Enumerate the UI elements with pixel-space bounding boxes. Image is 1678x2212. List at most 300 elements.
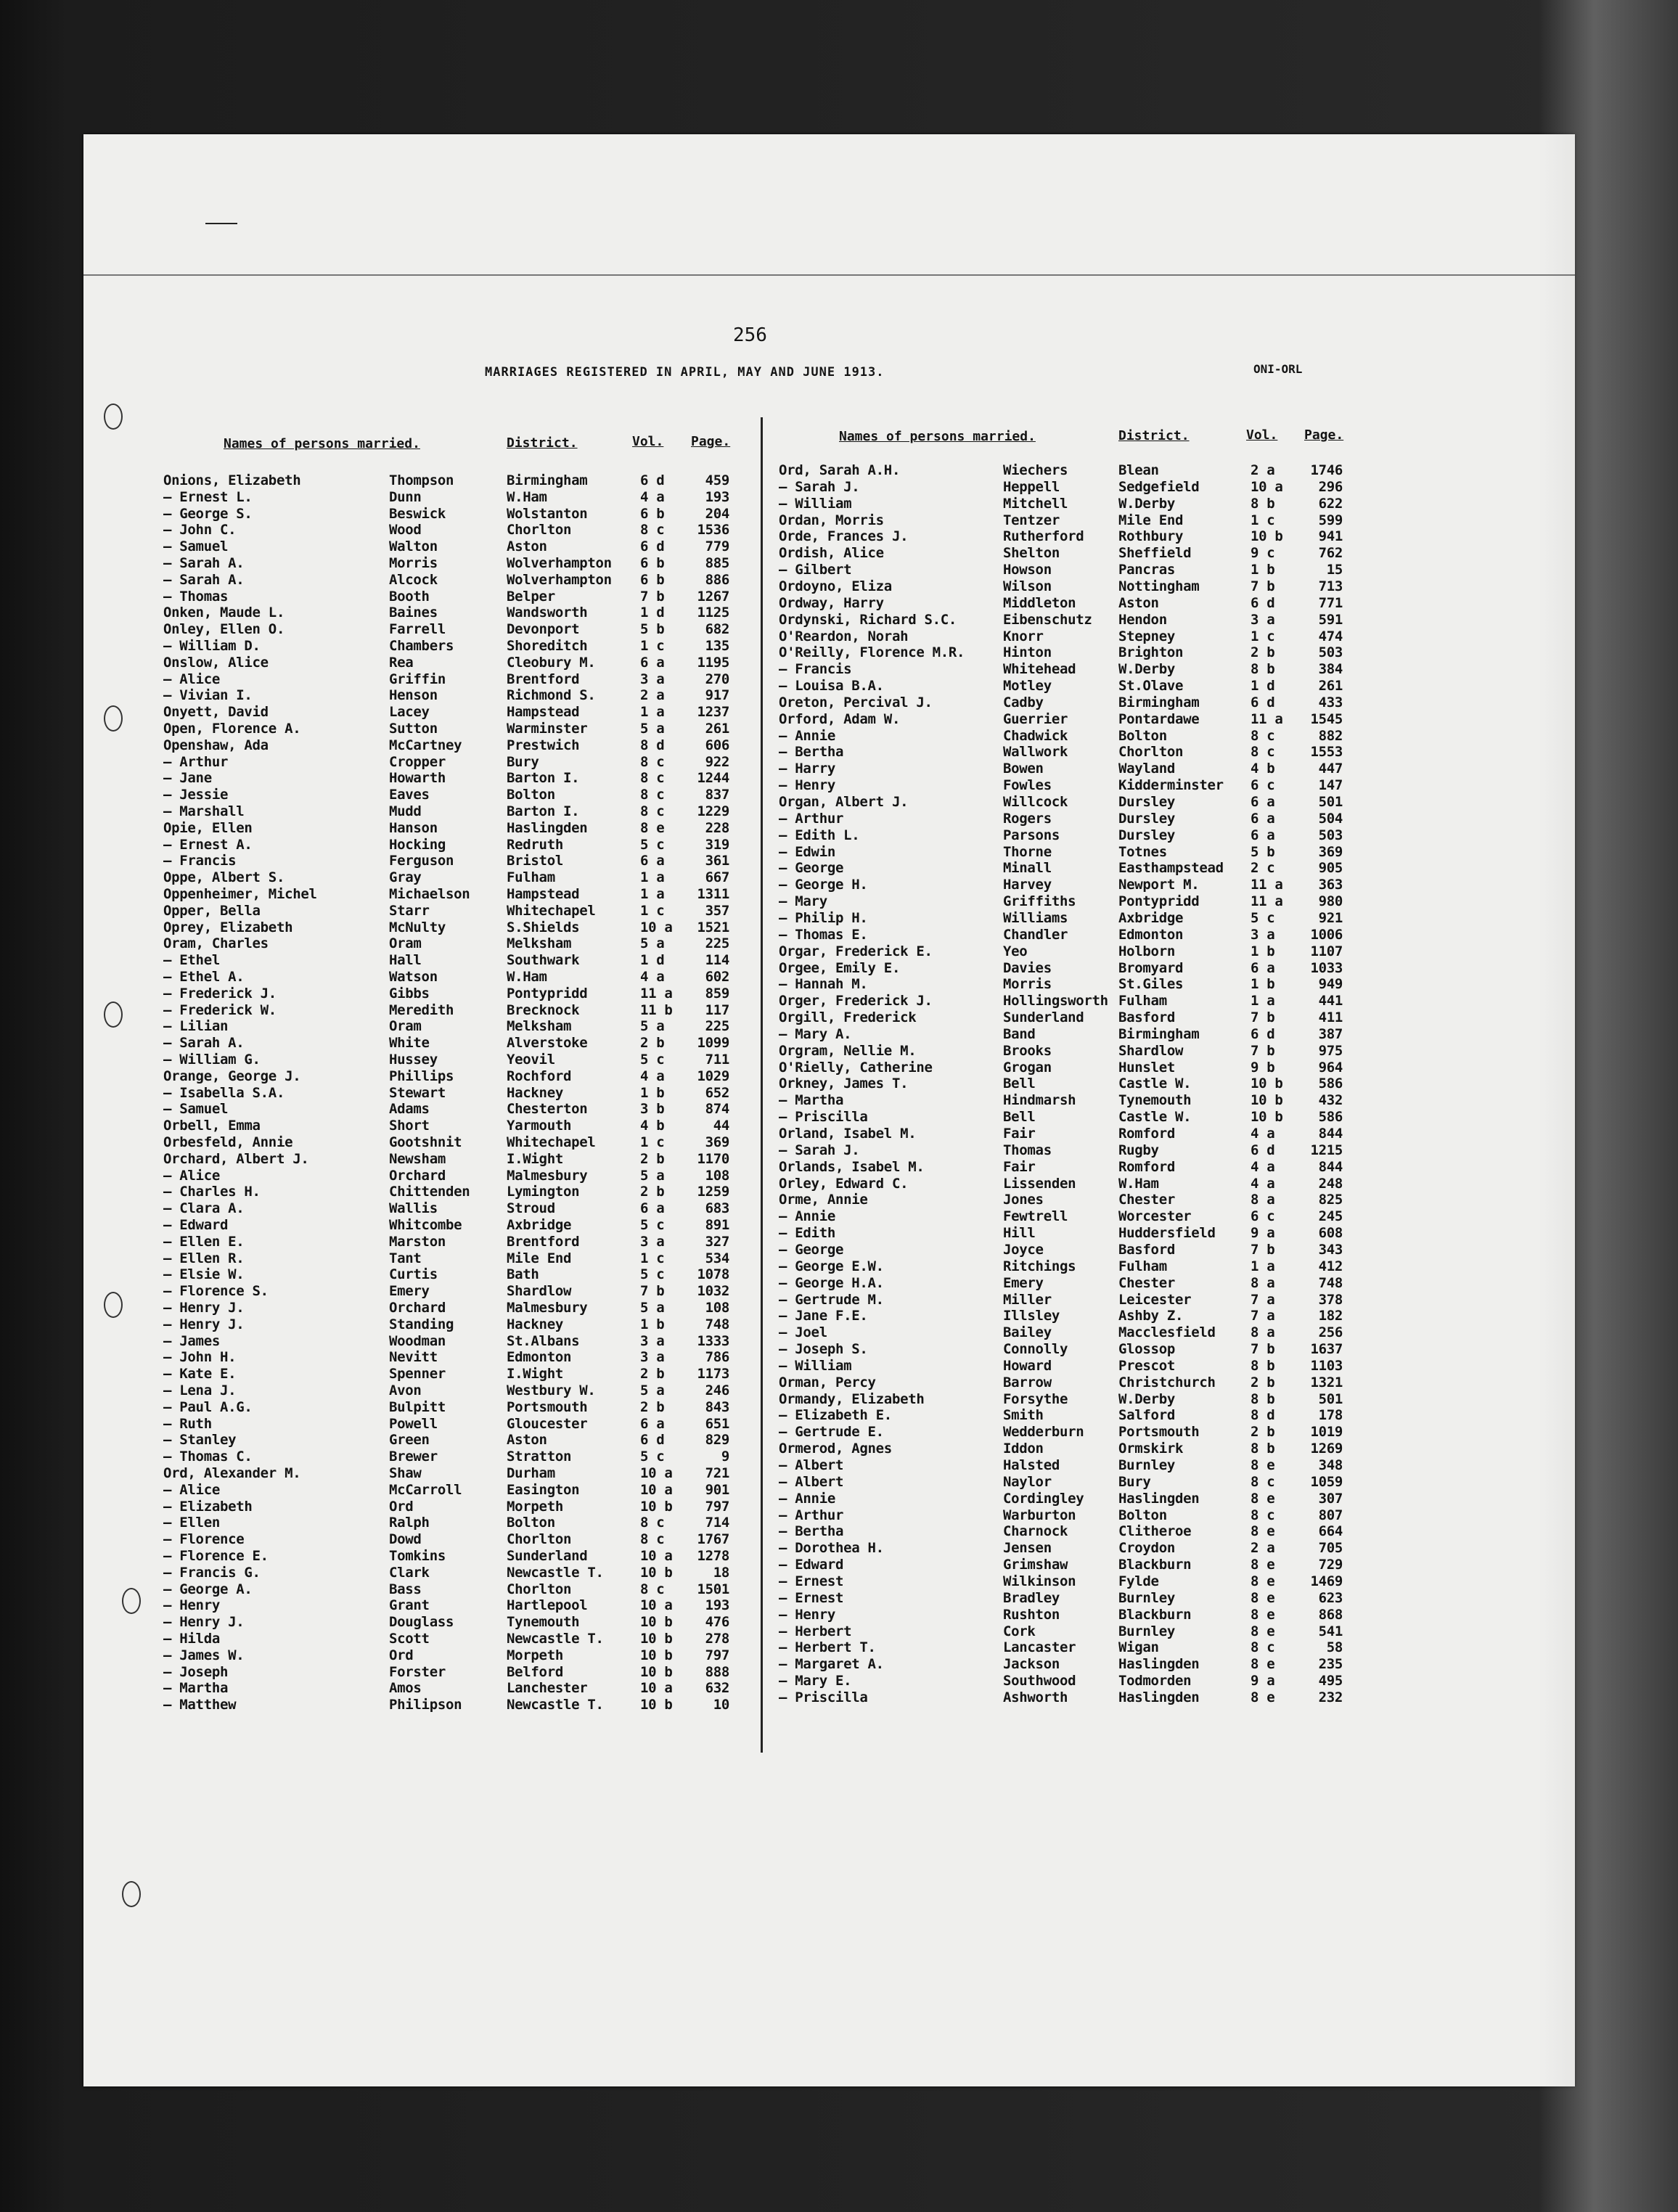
entry-district: Yeovil bbox=[507, 1052, 555, 1068]
entry-name: — Stanley bbox=[163, 1432, 237, 1449]
entry-page: 1333 bbox=[697, 1332, 729, 1349]
entry-page: 1032 bbox=[697, 1283, 729, 1300]
entry-district: Chester bbox=[1118, 1192, 1175, 1208]
entry-page: 44 bbox=[713, 1118, 729, 1134]
entry-volume: 6 a bbox=[1251, 794, 1275, 810]
entry-district: Macclesfield bbox=[1118, 1324, 1216, 1341]
entry-district: Christchurch bbox=[1118, 1374, 1216, 1390]
entry-page: 204 bbox=[705, 505, 729, 522]
entry-spouse: Forsythe bbox=[1003, 1390, 1068, 1407]
entry-district: Shardlow bbox=[507, 1283, 572, 1300]
register-entry bbox=[0, 893, 1678, 910]
entry-district: Shardlow bbox=[1118, 1042, 1184, 1059]
register-entry bbox=[0, 744, 1678, 761]
entry-volume: 7 b bbox=[1251, 1009, 1275, 1026]
entry-page: 1237 bbox=[697, 704, 729, 721]
entry-volume: 8 c bbox=[640, 803, 665, 819]
register-entry bbox=[0, 1573, 1678, 1590]
entry-volume: 10 b bbox=[640, 1697, 673, 1713]
left-volume-header: Vol. bbox=[632, 434, 664, 449]
entry-page: 225 bbox=[705, 1018, 729, 1035]
register-entry bbox=[0, 1225, 1678, 1242]
entry-name: — Joseph bbox=[163, 1663, 229, 1680]
entry-page: 748 bbox=[705, 1316, 729, 1332]
entry-district: St.Olave bbox=[1118, 678, 1184, 695]
entry-volume: 8 a bbox=[1251, 1274, 1275, 1291]
entry-volume: 8 e bbox=[1251, 1490, 1275, 1507]
register-entry bbox=[0, 1159, 1678, 1176]
entry-page: 721 bbox=[705, 1465, 729, 1481]
entry-spouse: Amos bbox=[389, 1680, 422, 1697]
entry-page: 885 bbox=[705, 555, 729, 571]
entry-page: 1269 bbox=[1310, 1441, 1343, 1457]
entry-name: Onley, Ellen O. bbox=[163, 621, 285, 638]
entry-spouse: Marston bbox=[389, 1233, 446, 1250]
entry-spouse: Middleton bbox=[1003, 594, 1076, 611]
entry-page: 713 bbox=[1318, 578, 1343, 594]
entry-volume: 7 b bbox=[640, 588, 665, 605]
entry-volume: 4 b bbox=[1251, 761, 1275, 777]
register-entry bbox=[0, 1391, 1678, 1408]
entry-page: 1244 bbox=[697, 770, 729, 787]
entry-name: — Annie bbox=[779, 727, 835, 744]
entry-spouse: Green bbox=[389, 1432, 430, 1449]
register-entry bbox=[0, 644, 1678, 661]
register-entry bbox=[0, 1109, 1678, 1126]
entry-spouse: Jensen bbox=[1003, 1540, 1052, 1557]
entry-page: 922 bbox=[705, 753, 729, 770]
entry-spouse: Powell bbox=[389, 1415, 438, 1432]
entry-volume: 2 c bbox=[1251, 860, 1275, 877]
entry-volume: 2 b bbox=[640, 1398, 665, 1415]
entry-spouse: Wood bbox=[389, 522, 422, 538]
entry-name: — Francis bbox=[779, 661, 852, 678]
entry-volume: 7 a bbox=[1251, 1291, 1275, 1308]
entry-spouse: Yeo bbox=[1003, 943, 1028, 959]
entry-spouse: Griffiths bbox=[1003, 893, 1076, 910]
entry-volume: 8 c bbox=[1251, 1639, 1275, 1656]
entry-page: 1746 bbox=[1310, 462, 1343, 478]
entry-volume: 6 c bbox=[1251, 1208, 1275, 1225]
entry-name: — Harry bbox=[779, 761, 835, 777]
entry-name: — Paul A.G. bbox=[163, 1398, 253, 1415]
register-entry bbox=[0, 960, 1678, 977]
entry-name: — Annie bbox=[779, 1490, 835, 1507]
entry-page: 357 bbox=[705, 902, 729, 919]
entry-page: 941 bbox=[1318, 528, 1343, 545]
entry-name: Oppenheimer, Michel bbox=[163, 886, 317, 902]
entry-page: 1033 bbox=[1310, 959, 1343, 976]
entry-volume: 5 c bbox=[640, 836, 665, 853]
entry-district: Belford bbox=[507, 1663, 563, 1680]
entry-spouse: Halsted bbox=[1003, 1457, 1060, 1473]
entry-name: Organ, Albert J. bbox=[779, 794, 909, 810]
entry-volume: 8 e bbox=[1251, 1457, 1275, 1473]
entry-district: Gloucester bbox=[507, 1415, 588, 1432]
entry-spouse: Minall bbox=[1003, 860, 1052, 877]
entry-name: — Elizabeth bbox=[163, 1498, 253, 1515]
entry-volume: 8 e bbox=[1251, 1623, 1275, 1639]
entry-name: — George bbox=[779, 860, 844, 877]
entry-page: 441 bbox=[1318, 993, 1343, 1009]
entry-spouse: Warburton bbox=[1003, 1507, 1076, 1523]
entry-district: Bath bbox=[507, 1266, 539, 1283]
register-entry bbox=[0, 910, 1678, 927]
entry-name: — Arthur bbox=[779, 810, 844, 827]
right-names-header: Names of persons married. bbox=[839, 429, 1036, 444]
entry-district: Axbridge bbox=[1118, 909, 1184, 926]
entry-volume: 8 d bbox=[1251, 1407, 1275, 1424]
entry-volume: 11 a bbox=[640, 985, 673, 1001]
entry-page: 182 bbox=[1318, 1308, 1343, 1324]
entry-page: 9 bbox=[721, 1449, 729, 1465]
entry-district: Salford bbox=[1118, 1407, 1175, 1424]
entry-spouse: Eibenschutz bbox=[1003, 611, 1092, 628]
entry-spouse: Dowd bbox=[389, 1531, 422, 1548]
entry-spouse: Fowles bbox=[1003, 777, 1052, 794]
register-entry bbox=[0, 1060, 1678, 1076]
entry-volume: 5 c bbox=[1251, 909, 1275, 926]
entry-district: Lymington bbox=[507, 1184, 580, 1200]
entry-name: O'Reardon, Norah bbox=[779, 628, 909, 644]
entry-page: 1321 bbox=[1310, 1374, 1343, 1390]
entry-name: — Henry bbox=[163, 1597, 220, 1614]
entry-spouse: Fair bbox=[1003, 1158, 1036, 1175]
entry-spouse: Philipson bbox=[389, 1697, 462, 1713]
entry-district: Fylde bbox=[1118, 1573, 1159, 1589]
entry-name: Opper, Bella bbox=[163, 902, 261, 919]
entry-spouse: Hill bbox=[1003, 1225, 1036, 1242]
entry-page: 868 bbox=[1318, 1606, 1343, 1623]
entry-district: Clitheroe bbox=[1118, 1523, 1192, 1540]
entry-page: 412 bbox=[1318, 1258, 1343, 1274]
entry-spouse: Rutherford bbox=[1003, 528, 1084, 545]
punch-hole bbox=[122, 1881, 141, 1907]
register-entry bbox=[0, 1324, 1678, 1341]
entry-spouse: Hussey bbox=[389, 1052, 438, 1068]
entry-page: 503 bbox=[1318, 644, 1343, 661]
entry-page: 459 bbox=[705, 472, 729, 488]
entry-page: 771 bbox=[1318, 594, 1343, 611]
entry-spouse: Beswick bbox=[389, 505, 446, 522]
register-entry bbox=[0, 1424, 1678, 1441]
entry-page: 256 bbox=[1318, 1324, 1343, 1341]
entry-volume: 10 a bbox=[640, 919, 673, 935]
entry-volume: 6 a bbox=[640, 654, 665, 671]
register-entry bbox=[0, 1142, 1678, 1159]
entry-name: — Ruth bbox=[163, 1415, 212, 1432]
entry-volume: 8 c bbox=[1251, 1507, 1275, 1523]
entry-name: — Thomas E. bbox=[779, 926, 868, 943]
register-entry bbox=[0, 1009, 1678, 1026]
entry-district: S.Shields bbox=[507, 919, 580, 935]
index-range: ONI-ORL bbox=[1253, 362, 1303, 376]
entry-district: Bolton bbox=[507, 787, 555, 803]
entry-page: 296 bbox=[1318, 478, 1343, 495]
entry-name: — William G. bbox=[163, 1052, 261, 1068]
entry-district: Cleobury M. bbox=[507, 654, 596, 671]
entry-spouse: Starr bbox=[389, 902, 430, 919]
entry-district: Edmonton bbox=[507, 1349, 572, 1366]
entry-spouse: Harvey bbox=[1003, 877, 1052, 893]
entry-district: Hendon bbox=[1118, 611, 1167, 628]
entry-district: Hampstead bbox=[507, 704, 580, 721]
entry-page: 1278 bbox=[697, 1548, 729, 1564]
entry-page: 1019 bbox=[1310, 1424, 1343, 1441]
entry-volume: 6 b bbox=[640, 555, 665, 571]
entry-spouse: Shaw bbox=[389, 1465, 422, 1481]
entry-volume: 4 b bbox=[640, 1118, 665, 1134]
entry-spouse: Grimshaw bbox=[1003, 1557, 1068, 1573]
entry-district: Pontardawe bbox=[1118, 710, 1200, 727]
entry-name: — Jessie bbox=[163, 787, 229, 803]
entry-name: — Gertrude E. bbox=[779, 1424, 884, 1441]
entry-spouse: Michaelson bbox=[389, 886, 470, 902]
entry-name: — Bertha bbox=[779, 744, 844, 761]
entry-volume: 4 a bbox=[1251, 1158, 1275, 1175]
register-entry bbox=[0, 1507, 1678, 1524]
entry-volume: 11 b bbox=[640, 1001, 673, 1018]
entry-name: — Ernest A. bbox=[163, 836, 253, 853]
entry-volume: 10 b bbox=[1251, 1076, 1283, 1092]
entry-page: 586 bbox=[1318, 1109, 1343, 1126]
entry-district: Edmonton bbox=[1118, 926, 1184, 943]
left-district-header: District. bbox=[507, 435, 578, 451]
entry-name: — Francis bbox=[163, 853, 237, 869]
entry-name: — Ernest bbox=[779, 1589, 844, 1606]
entry-spouse: Watson bbox=[389, 969, 438, 985]
entry-name: Ormandy, Elizabeth bbox=[779, 1390, 925, 1407]
entry-spouse: Douglass bbox=[389, 1614, 454, 1631]
page-title: MARRIAGES REGISTERED IN APRIL, MAY AND JUNE 1913. bbox=[485, 365, 885, 380]
entry-volume: 5 c bbox=[640, 1217, 665, 1233]
entry-page: 921 bbox=[1318, 909, 1343, 926]
entry-volume: 6 d bbox=[640, 538, 665, 555]
entry-spouse: Illsley bbox=[1003, 1308, 1060, 1324]
entry-page: 232 bbox=[1318, 1689, 1343, 1705]
entry-spouse: Dunn bbox=[389, 488, 422, 505]
entry-name: — Gilbert bbox=[779, 562, 852, 578]
register-entry bbox=[0, 1656, 1678, 1673]
entry-spouse: Wilkinson bbox=[1003, 1573, 1076, 1589]
entry-volume: 2 b bbox=[1251, 1424, 1275, 1441]
entry-volume: 1 b bbox=[1251, 976, 1275, 993]
entry-page: 193 bbox=[705, 1597, 729, 1614]
entry-district: Fulham bbox=[1118, 993, 1167, 1009]
register-entry bbox=[0, 1689, 1678, 1706]
entry-page: 608 bbox=[1318, 1225, 1343, 1242]
entry-name: Orlands, Isabel M. bbox=[779, 1158, 925, 1175]
entry-spouse: Short bbox=[389, 1118, 430, 1134]
entry-district: Bury bbox=[507, 753, 539, 770]
entry-page: 447 bbox=[1318, 761, 1343, 777]
entry-spouse: Joyce bbox=[1003, 1241, 1044, 1258]
register-entry bbox=[0, 1523, 1678, 1540]
entry-name: — Samuel bbox=[163, 538, 229, 555]
entry-volume: 2 a bbox=[1251, 462, 1275, 478]
entry-page: 15 bbox=[1326, 562, 1343, 578]
entry-volume: 8 b bbox=[1251, 1441, 1275, 1457]
entry-district: Bury bbox=[1118, 1473, 1151, 1490]
entry-page: 1267 bbox=[697, 588, 729, 605]
entry-district: Portsmouth bbox=[1118, 1424, 1200, 1441]
entry-district: Hunslet bbox=[1118, 1059, 1175, 1076]
entry-district: Leicester bbox=[1118, 1291, 1192, 1308]
entry-spouse: McCarroll bbox=[389, 1481, 462, 1498]
register-entry bbox=[0, 1557, 1678, 1573]
entry-district: Haslingden bbox=[1118, 1656, 1200, 1673]
entry-page: 591 bbox=[1318, 611, 1343, 628]
entry-page: 248 bbox=[1318, 1175, 1343, 1192]
entry-name: Orger, Frederick J. bbox=[779, 993, 933, 1009]
entry-name: — Hannah M. bbox=[779, 976, 868, 993]
entry-page: 844 bbox=[1318, 1126, 1343, 1142]
entry-name: Orbesfeld, Annie bbox=[163, 1134, 293, 1150]
entry-district: Fulham bbox=[1118, 1258, 1167, 1274]
entry-name: — Ernest L. bbox=[163, 488, 253, 505]
entry-volume: 8 e bbox=[1251, 1689, 1275, 1705]
entry-spouse: Bass bbox=[389, 1581, 422, 1597]
entry-district: Huddersfield bbox=[1118, 1225, 1216, 1242]
entry-name: — Francis G. bbox=[163, 1564, 261, 1581]
register-entry bbox=[0, 794, 1678, 811]
entry-volume: 3 a bbox=[640, 671, 665, 687]
entry-district: Aston bbox=[507, 1432, 547, 1449]
entry-volume: 1 d bbox=[640, 952, 665, 969]
entry-district: Chorlton bbox=[507, 522, 572, 538]
entry-spouse: Gray bbox=[389, 869, 422, 886]
entry-page: 1103 bbox=[1310, 1357, 1343, 1374]
entry-district: Rugby bbox=[1118, 1142, 1159, 1158]
entry-volume: 8 c bbox=[640, 1515, 665, 1531]
entry-volume: 10 a bbox=[640, 1680, 673, 1697]
entry-name: — Jane F.E. bbox=[779, 1308, 868, 1324]
entry-name: Ordish, Alice bbox=[779, 545, 884, 562]
entry-page: 503 bbox=[1318, 827, 1343, 843]
entry-name: — Priscilla bbox=[779, 1109, 868, 1126]
entry-name: — Alice bbox=[163, 671, 220, 687]
entry-page: 874 bbox=[705, 1101, 729, 1118]
entry-volume: 1 c bbox=[640, 1250, 665, 1266]
entry-spouse: Davies bbox=[1003, 959, 1052, 976]
entry-page: 623 bbox=[1318, 1589, 1343, 1606]
entry-volume: 8 c bbox=[640, 1581, 665, 1597]
entry-spouse: Wedderburn bbox=[1003, 1424, 1084, 1441]
register-entry bbox=[0, 678, 1678, 695]
entry-volume: 9 b bbox=[1251, 1059, 1275, 1076]
entry-district: Portsmouth bbox=[507, 1398, 588, 1415]
entry-name: Ordway, Harry bbox=[779, 594, 884, 611]
register-entry bbox=[0, 1176, 1678, 1192]
entry-volume: 4 a bbox=[640, 969, 665, 985]
entry-page: 1259 bbox=[697, 1184, 729, 1200]
entry-name: — Mary bbox=[779, 893, 827, 910]
entry-name: Opie, Ellen bbox=[163, 819, 253, 836]
entry-volume: 10 b bbox=[640, 1663, 673, 1680]
entry-spouse: Ord bbox=[389, 1647, 414, 1663]
entry-name: Orbell, Emma bbox=[163, 1118, 261, 1134]
entry-name: — Henry J. bbox=[163, 1316, 245, 1332]
entry-volume: 11 a bbox=[1251, 877, 1283, 893]
entry-page: 949 bbox=[1318, 976, 1343, 993]
entry-name: Oram, Charles bbox=[163, 935, 269, 952]
entry-district: Bromyard bbox=[1118, 959, 1184, 976]
entry-volume: 10 b bbox=[640, 1564, 673, 1581]
entry-page: 117 bbox=[705, 1001, 729, 1018]
entry-district: Aston bbox=[1118, 594, 1159, 611]
entry-district: Dursley bbox=[1118, 794, 1175, 810]
entry-page: 1229 bbox=[697, 803, 729, 819]
entry-page: 843 bbox=[705, 1398, 729, 1415]
register-entry bbox=[0, 1258, 1678, 1275]
entry-district: Blackburn bbox=[1118, 1606, 1192, 1623]
register-entry bbox=[0, 976, 1678, 993]
entry-name: — Joel bbox=[779, 1324, 827, 1341]
entry-district: Pontypridd bbox=[1118, 893, 1200, 910]
entry-volume: 11 a bbox=[1251, 893, 1283, 910]
entry-district: Westbury W. bbox=[507, 1382, 596, 1398]
entry-name: Orange, George J. bbox=[163, 1068, 301, 1084]
entry-district: Birmingham bbox=[507, 472, 588, 488]
entry-page: 622 bbox=[1318, 495, 1343, 512]
entry-district: Stepney bbox=[1118, 628, 1175, 644]
entry-district: I.Wight bbox=[507, 1150, 563, 1167]
entry-district: St.Giles bbox=[1118, 976, 1184, 993]
entry-spouse: Miller bbox=[1003, 1291, 1052, 1308]
entry-volume: 5 b bbox=[1251, 843, 1275, 860]
entry-page: 1029 bbox=[697, 1068, 729, 1084]
entry-volume: 2 a bbox=[640, 687, 665, 704]
entry-spouse: Emery bbox=[1003, 1274, 1044, 1291]
entry-volume: 10 a bbox=[640, 1465, 673, 1481]
entry-page: 10 bbox=[713, 1697, 729, 1713]
entry-volume: 9 a bbox=[1251, 1225, 1275, 1242]
entry-page: 193 bbox=[705, 488, 729, 505]
entry-volume: 1 c bbox=[1251, 512, 1275, 528]
entry-page: 387 bbox=[1318, 1025, 1343, 1042]
entry-name: Onyett, David bbox=[163, 704, 269, 721]
entry-district: Tynemouth bbox=[1118, 1092, 1192, 1109]
entry-page: 1521 bbox=[697, 919, 729, 935]
register-entry bbox=[0, 711, 1678, 728]
entry-spouse: Grant bbox=[389, 1597, 430, 1614]
entry-name: Onslow, Alice bbox=[163, 654, 269, 671]
entry-spouse: Ralph bbox=[389, 1515, 430, 1531]
entry-page: 476 bbox=[705, 1614, 729, 1631]
register-entry bbox=[0, 1242, 1678, 1258]
entry-volume: 6 a bbox=[1251, 827, 1275, 843]
entry-name: Orley, Edward C. bbox=[779, 1175, 909, 1192]
entry-district: Chorlton bbox=[507, 1531, 572, 1548]
entry-volume: 4 a bbox=[640, 1068, 665, 1084]
entry-district: Burnley bbox=[1118, 1457, 1175, 1473]
entry-district: Barton I. bbox=[507, 770, 580, 787]
entry-district: Morpeth bbox=[507, 1647, 563, 1663]
entry-volume: 7 a bbox=[1251, 1308, 1275, 1324]
entry-volume: 6 c bbox=[1251, 777, 1275, 794]
entry-name: O'Reilly, Florence M.R. bbox=[779, 644, 965, 661]
entry-page: 1536 bbox=[697, 522, 729, 538]
entry-page: 886 bbox=[705, 571, 729, 588]
entry-page: 980 bbox=[1318, 893, 1343, 910]
entry-district: W.Derby bbox=[1118, 661, 1175, 678]
entry-district: Croydon bbox=[1118, 1540, 1175, 1557]
register-entry bbox=[0, 777, 1678, 794]
entry-page: 714 bbox=[705, 1515, 729, 1531]
entry-volume: 8 c bbox=[1251, 744, 1275, 761]
entry-spouse: Morris bbox=[389, 555, 438, 571]
entry-name: Orgee, Emily E. bbox=[779, 959, 901, 976]
